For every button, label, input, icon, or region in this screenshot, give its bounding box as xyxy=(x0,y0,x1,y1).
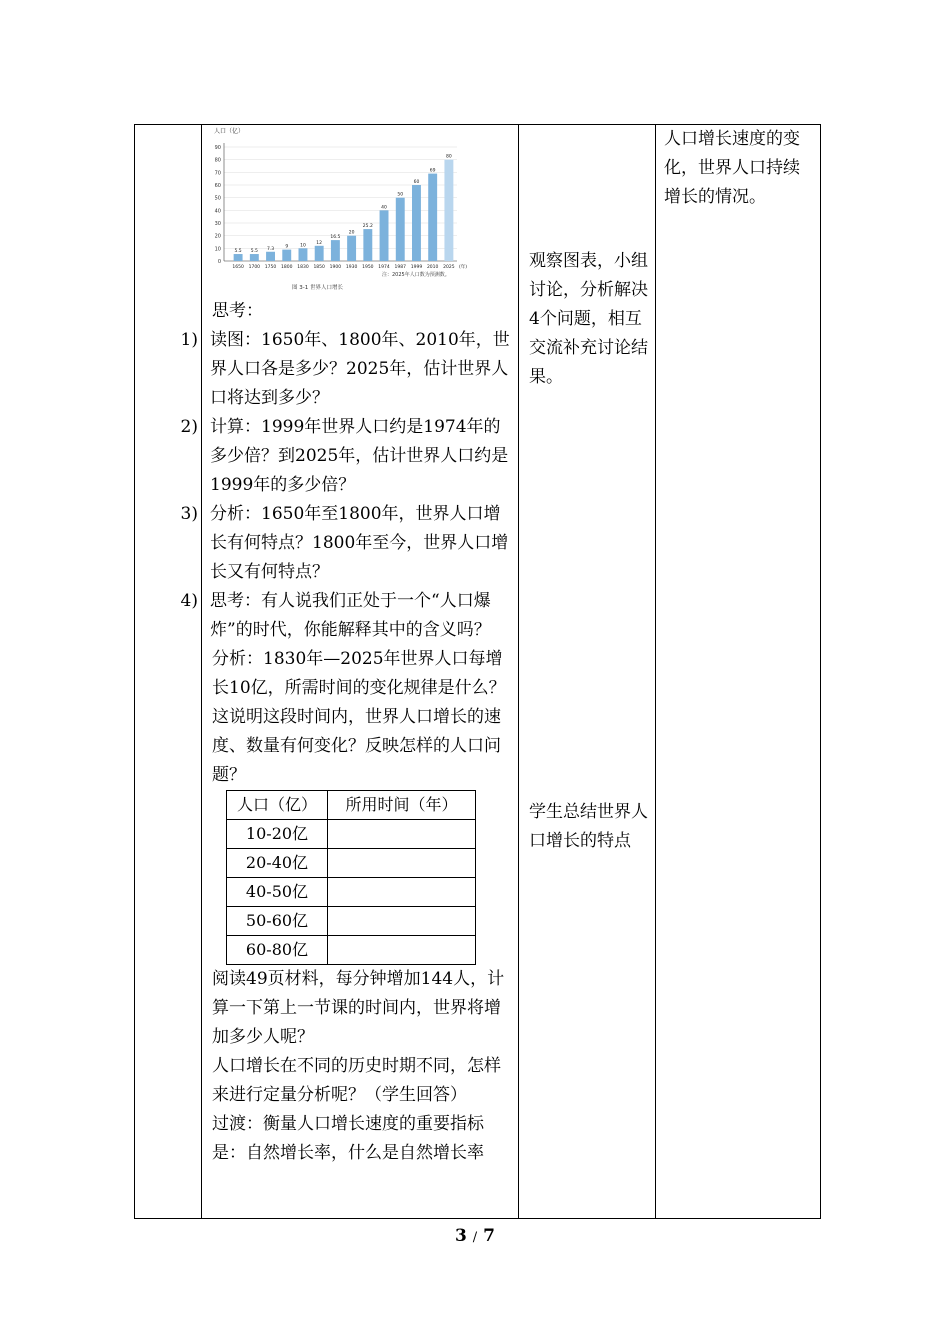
y-tick-label: 10 xyxy=(214,246,221,253)
data-label: 12 xyxy=(316,240,323,246)
table-row xyxy=(135,125,821,1219)
student-activity-cell xyxy=(519,125,656,1219)
x-tick-label: 2010 xyxy=(426,265,439,270)
bar xyxy=(396,198,405,261)
data-label: 60 xyxy=(413,180,420,185)
bar xyxy=(347,236,356,261)
x-tick-label: 1999 xyxy=(410,265,423,270)
current-page: 3 xyxy=(455,1226,467,1246)
activity-text: 观察图表，小组讨论，分析解决4个问题，相互交流补充讨论结果。 xyxy=(529,251,648,387)
data-label: 50 xyxy=(397,192,404,198)
population-bar-chart xyxy=(212,125,474,297)
bar xyxy=(428,174,437,261)
question-number: 2) xyxy=(180,417,198,437)
data-label: 80 xyxy=(446,154,452,160)
data-label: 25.2 xyxy=(362,224,373,230)
data-label: 7.3 xyxy=(266,246,275,252)
empty-cell xyxy=(135,125,202,1219)
chart-note: 注：2025年人口数为预测数。 xyxy=(382,272,450,278)
question-item xyxy=(180,413,518,500)
x-tick-label: 1750 xyxy=(264,265,277,270)
population-range: 60-80亿 xyxy=(227,936,328,965)
total-pages: 7 xyxy=(483,1226,495,1246)
think-title: 思考： xyxy=(212,301,263,321)
bar xyxy=(380,210,389,261)
question-number: 3) xyxy=(180,504,198,524)
bar xyxy=(444,160,453,261)
population-range: 10-20亿 xyxy=(227,820,328,849)
header-time: 所用时间（年） xyxy=(328,791,476,820)
y-tick-label: 0 xyxy=(217,259,221,265)
question-item xyxy=(180,587,518,645)
bar xyxy=(299,248,308,261)
question-text: 计算：1999年世界人口约是1974年的多少倍？到2025年，估计世界人口约是1999年的多少倍？ xyxy=(210,417,509,495)
page-number xyxy=(0,1226,950,1246)
x-tick-label: 1974 xyxy=(378,265,390,270)
y-tick-label: 90 xyxy=(214,145,221,151)
x-tick-label: 1830 xyxy=(297,265,309,270)
data-label: 40 xyxy=(381,205,387,211)
bar xyxy=(412,185,421,261)
bar xyxy=(363,229,372,261)
data-label: 16.5 xyxy=(330,235,341,241)
y-tick-label: 60 xyxy=(214,183,221,189)
question-item xyxy=(180,500,518,587)
y-tick-label: 70 xyxy=(214,170,221,177)
table-row xyxy=(227,849,476,878)
table-row xyxy=(227,936,476,965)
bar xyxy=(282,250,291,261)
bar xyxy=(250,254,259,261)
population-chart-figure xyxy=(202,125,518,297)
data-label: 10 xyxy=(300,243,306,249)
data-label: 5.5 xyxy=(234,249,242,255)
design-intent-cell xyxy=(656,125,821,1219)
x-tick-label: 1700 xyxy=(248,265,261,270)
question-list xyxy=(180,326,518,645)
population-range: 20-40亿 xyxy=(227,849,328,878)
lesson-table xyxy=(134,124,821,1219)
bar xyxy=(234,254,243,261)
question-text: 分析：1650年至1800年，世界人口增长有何特点？1800年至今，世界人口增长又有何特点？ xyxy=(210,504,509,582)
data-label: 5.5 xyxy=(250,249,258,255)
table-row xyxy=(227,820,476,849)
time-cell xyxy=(328,820,476,849)
time-cell xyxy=(328,936,476,965)
table-header-row xyxy=(227,791,476,820)
bar xyxy=(266,252,275,261)
x-axis-unit: (年) xyxy=(459,265,468,270)
x-tick-label: 2025 xyxy=(443,265,455,270)
table-row xyxy=(227,907,476,936)
question-item xyxy=(180,326,518,413)
growth-time-table xyxy=(226,790,476,965)
population-range: 40-50亿 xyxy=(227,878,328,907)
question-number: 4) xyxy=(180,591,198,611)
question-text: 读图：1650年、1800年、2010年，世界人口各是多少？2025年，估计世界人口将达到多少？ xyxy=(210,330,510,408)
table-row xyxy=(227,878,476,907)
time-cell xyxy=(328,878,476,907)
x-tick-label: 1950 xyxy=(362,265,374,270)
analysis-text: 分析：1830年—2025年世界人口每增长10亿，所需时间的变化规律是什么？这说明这段时间内，世界人口增长的速度、数量有何变化？反映怎样的人口问题？ xyxy=(212,649,506,785)
x-tick-label: 1850 xyxy=(313,265,325,270)
x-tick-label: 1800 xyxy=(281,265,293,270)
x-tick-label: 1650 xyxy=(232,265,244,270)
x-tick-label: 1900 xyxy=(329,265,342,270)
time-cell xyxy=(328,907,476,936)
y-tick-label: 30 xyxy=(214,221,221,227)
data-label: 9 xyxy=(285,244,289,250)
x-tick-label: 1987 xyxy=(394,265,406,270)
data-label: 20 xyxy=(348,230,355,236)
header-population: 人口（亿） xyxy=(227,791,328,820)
y-tick-label: 80 xyxy=(214,157,221,164)
summary-activity-text: 学生总结世界人口增长的特点 xyxy=(529,802,648,851)
bar xyxy=(331,240,340,261)
y-tick-label: 20 xyxy=(214,233,221,240)
reading-text: 阅读49页材料，每分钟增加144人，计算一下第上一节课的时间内，世界将增加多少人呢？ xyxy=(212,969,505,1047)
question-number: 1) xyxy=(180,330,198,350)
data-label: 69 xyxy=(429,168,436,174)
y-tick-label: 50 xyxy=(214,195,221,202)
transition-text: 过渡：衡量人口增长速度的重要指标是：自然增长率，什么是自然增长率 xyxy=(212,1114,484,1163)
chart-caption: 图 3-1 世界人口增长 xyxy=(292,285,343,291)
question-text: 思考：有人说我们正处于一个“人口爆炸”的时代，你能解释其中的含义吗？ xyxy=(210,591,491,640)
intent-text: 人口增长速度的变化，世界人口持续增长的情况。 xyxy=(664,129,800,207)
quant-text: 人口增长在不同的历史时期不同，怎样来进行定量分析呢？（学生回答） xyxy=(212,1056,501,1105)
bar xyxy=(315,246,324,261)
x-tick-label: 1930 xyxy=(345,265,358,270)
page-separator: / xyxy=(472,1230,478,1245)
time-cell xyxy=(328,849,476,878)
y-tick-label: 40 xyxy=(214,208,221,215)
content-cell xyxy=(180,125,519,1219)
y-axis-label: 人口（亿） xyxy=(214,128,245,135)
population-range: 50-60亿 xyxy=(227,907,328,936)
